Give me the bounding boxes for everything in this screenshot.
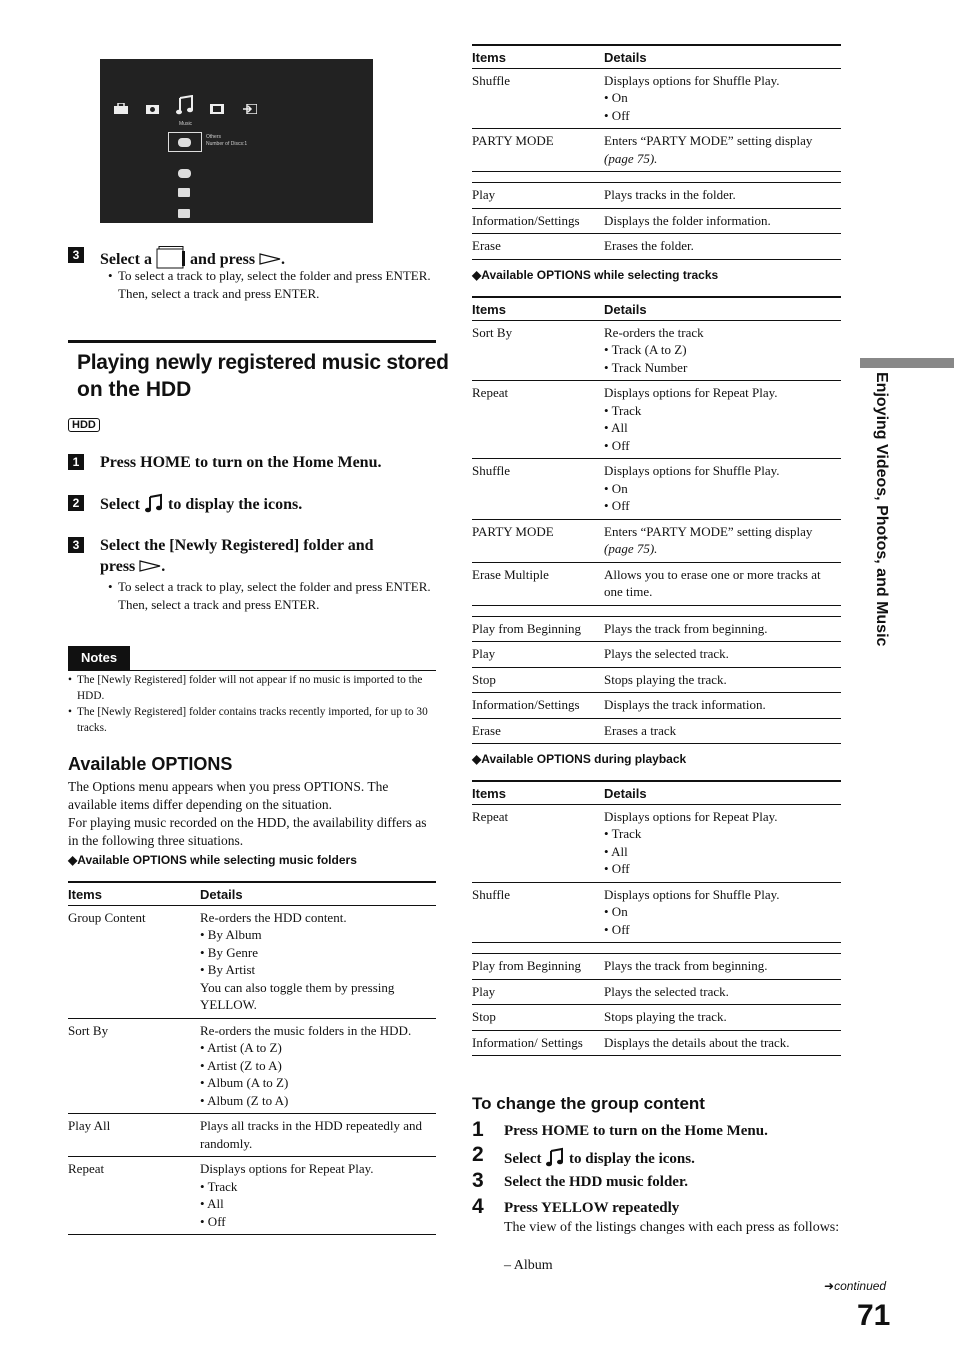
option-item: Erase bbox=[472, 234, 604, 260]
step-bullet-text: To select a track to play, select the folder and press ENTER. bbox=[118, 579, 431, 594]
option-details bbox=[604, 459, 841, 520]
step-bullet: • To select a track to play, select the folder and press ENTER. Then, select a track and press ENTER. bbox=[108, 267, 438, 302]
table-row bbox=[68, 1114, 436, 1157]
note-text: The [Newly Registered] folder will not appear if no music is imported to the HDD. bbox=[77, 674, 423, 702]
table-row bbox=[472, 979, 841, 1005]
option-item: PARTY MODE bbox=[472, 129, 604, 172]
step-number: 3 bbox=[68, 247, 84, 263]
folders-subheading: ◆Available OPTIONS while selecting music folders bbox=[68, 853, 357, 867]
detail-line: • On bbox=[604, 480, 628, 496]
step-bullet-text-2: Then, select a track and press ENTER. bbox=[118, 285, 320, 301]
option-item: Stop bbox=[472, 1005, 604, 1031]
detail-line: • All bbox=[604, 843, 628, 859]
detail-line: Displays options for Repeat Play. bbox=[200, 1161, 374, 1176]
step-number: 2 bbox=[472, 1143, 484, 1166]
step-number: 1 bbox=[472, 1118, 484, 1141]
section-title bbox=[68, 340, 449, 403]
table-row bbox=[472, 693, 841, 719]
detail-line: Stops playing the track. bbox=[604, 1009, 727, 1024]
detail-line: Enters “PARTY MODE” setting display bbox=[604, 523, 813, 539]
table-row bbox=[472, 605, 841, 616]
detail-line: Displays the folder information. bbox=[604, 212, 771, 228]
detail-line: • Off bbox=[604, 107, 630, 123]
detail-line: • By Artist bbox=[200, 962, 256, 977]
detail-line: Allows you to erase one or more tracks at one time. bbox=[604, 566, 821, 599]
option-details bbox=[604, 1030, 841, 1056]
group-change-item: – Album bbox=[504, 1258, 553, 1273]
chapter-tab-label: Enjoying Videos, Photos, and Music bbox=[873, 372, 890, 647]
arrow-right-icon: ➜ bbox=[824, 1279, 835, 1293]
option-item: Play from Beginning bbox=[472, 954, 604, 980]
detail-line: • On bbox=[604, 904, 628, 919]
chapter-tab-marker bbox=[860, 358, 954, 368]
notes-divider bbox=[68, 670, 436, 671]
option-details bbox=[200, 1018, 436, 1114]
detail-line: • Track (A to Z) bbox=[604, 342, 687, 357]
music-menu-screenshot bbox=[100, 59, 373, 223]
step-instruction: Select the HDD music folder. bbox=[504, 1174, 688, 1190]
details-header: Details bbox=[200, 882, 436, 905]
note-item: • The [Newly Registered] folder contains tracks recently imported, for up to 30 tracks. bbox=[68, 706, 428, 734]
camera-icon bbox=[146, 103, 159, 116]
toolbox-icon bbox=[114, 103, 128, 116]
detail-line: Plays the track from beginning. bbox=[604, 958, 768, 973]
table-row bbox=[472, 459, 841, 520]
option-item: Sort By bbox=[68, 1018, 200, 1114]
option-details bbox=[604, 68, 841, 129]
playback-subheading: ◆Available OPTIONS during playback bbox=[472, 752, 687, 766]
option-details bbox=[604, 693, 841, 719]
option-details bbox=[604, 616, 841, 642]
step-text-a: Select bbox=[504, 1151, 542, 1167]
notes-badge: Notes bbox=[68, 646, 130, 670]
detail-line: • Off bbox=[200, 1213, 226, 1229]
detail-line: • Artist (A to Z) bbox=[200, 1040, 282, 1055]
disc-icon bbox=[178, 169, 191, 178]
option-item: Sort By bbox=[472, 320, 604, 381]
option-item: Play bbox=[472, 979, 604, 1005]
step-text-b: and press bbox=[189, 251, 256, 268]
table-row bbox=[68, 1018, 436, 1114]
folder-icon bbox=[178, 188, 190, 197]
option-details bbox=[604, 562, 841, 605]
step-bullet: • To select a track to play, select the folder and press ENTER. Then, select a track and press ENTER. bbox=[108, 578, 438, 613]
option-details bbox=[604, 519, 841, 562]
detail-line: Displays the track information. bbox=[604, 697, 766, 712]
items-header: Items bbox=[68, 882, 200, 905]
option-item: Repeat bbox=[472, 381, 604, 459]
detail-line: Displays options for Repeat Play. bbox=[604, 385, 778, 400]
option-item: Play from Beginning bbox=[472, 616, 604, 642]
detail-line: Re-orders the track bbox=[604, 324, 704, 340]
option-item: Group Content bbox=[68, 905, 200, 1018]
option-item: Play bbox=[472, 642, 604, 668]
option-details bbox=[200, 905, 436, 1018]
continued-text: continued bbox=[834, 1279, 887, 1293]
folders-options-table-continued bbox=[472, 44, 841, 260]
option-item: Play All bbox=[68, 1114, 200, 1157]
option-details bbox=[604, 320, 841, 381]
page-reference: (page 75). bbox=[604, 150, 658, 166]
others-info bbox=[206, 134, 247, 148]
step-instruction: Press HOME to turn on the Home Menu. bbox=[100, 454, 382, 471]
detail-line: Re-orders the music folders in the HDD. bbox=[200, 1022, 412, 1038]
detail-line: Re-orders the HDD content. bbox=[200, 909, 347, 925]
detail-line: Displays options for Shuffle Play. bbox=[604, 463, 780, 478]
detail-line: Plays tracks in the folder. bbox=[604, 187, 736, 202]
option-details bbox=[200, 1157, 436, 1235]
option-details bbox=[604, 804, 841, 882]
music-note-icon bbox=[144, 493, 164, 519]
detail-line: Plays the track from beginning. bbox=[604, 620, 768, 636]
detail-line: • By Album bbox=[200, 927, 262, 942]
option-details bbox=[604, 1005, 841, 1031]
available-options-intro bbox=[68, 778, 438, 850]
option-item: Shuffle bbox=[472, 459, 604, 520]
items-header: Items bbox=[472, 297, 604, 320]
option-item: Shuffle bbox=[472, 882, 604, 943]
step-number: 1 bbox=[68, 454, 84, 470]
detail-line: • All bbox=[200, 1196, 224, 1211]
film-icon bbox=[210, 104, 224, 116]
table-row bbox=[472, 208, 841, 234]
table-row bbox=[472, 882, 841, 943]
step-instruction: Press HOME to turn on the Home Menu. bbox=[504, 1123, 768, 1139]
detail-line: You can also toggle them by pressing YELLOW. bbox=[200, 979, 395, 1012]
page-reference: (page 75). bbox=[604, 541, 658, 556]
option-item: Shuffle bbox=[472, 68, 604, 129]
continued-label bbox=[824, 1279, 886, 1293]
step-number: 4 bbox=[472, 1195, 484, 1218]
note-item: • The [Newly Registered] folder will not appear if no music is imported to the HDD. bbox=[68, 674, 423, 702]
intro-para-1: The Options menu appears when you press OPTIONS. The available items differ depending on the situation. bbox=[68, 779, 389, 812]
group-change-body: The view of the listings changes with each press as follows: bbox=[504, 1220, 840, 1235]
table-row bbox=[472, 381, 841, 459]
table-row bbox=[472, 642, 841, 668]
detail-line: • Off bbox=[604, 437, 630, 453]
music-label: Music bbox=[179, 121, 193, 127]
option-details bbox=[604, 208, 841, 234]
step-instruction: Select the [Newly Registered] folder and press . bbox=[100, 535, 440, 578]
step-text-line1: Select the [Newly Registered] folder and bbox=[100, 537, 374, 554]
detail-line: • Track Number bbox=[604, 359, 688, 375]
table-row bbox=[68, 1157, 436, 1235]
option-details bbox=[604, 882, 841, 943]
option-details bbox=[604, 381, 841, 459]
detail-line: • Track bbox=[604, 826, 642, 841]
step-instruction bbox=[504, 1147, 695, 1173]
table-row bbox=[472, 943, 841, 954]
option-item: Erase Multiple bbox=[472, 562, 604, 605]
table-row bbox=[472, 718, 841, 744]
table-row bbox=[472, 616, 841, 642]
option-details bbox=[200, 1114, 436, 1157]
option-details bbox=[604, 718, 841, 744]
option-item: Play bbox=[472, 183, 604, 209]
detail-line: Displays the details about the track. bbox=[604, 1034, 790, 1050]
step-number: 2 bbox=[68, 495, 84, 511]
option-details bbox=[604, 642, 841, 668]
note-text: The [Newly Registered] folder contains tracks recently imported, for up to 30 tracks. bbox=[77, 706, 428, 734]
step-text-line2: press bbox=[100, 558, 136, 575]
option-details bbox=[604, 129, 841, 172]
step-instruction: Select a and press . bbox=[100, 245, 285, 275]
option-item: Information/Settings bbox=[472, 693, 604, 719]
details-header: Details bbox=[604, 45, 841, 68]
group-change-heading: To change the group content bbox=[472, 1094, 705, 1113]
detail-line: • Artist (Z to A) bbox=[200, 1057, 282, 1073]
folders-options-table bbox=[68, 881, 436, 1235]
table-row bbox=[472, 1005, 841, 1031]
step-number: 3 bbox=[472, 1169, 484, 1192]
tracks-subheading: ◆Available OPTIONS while selecting tracks bbox=[472, 268, 719, 282]
table-row bbox=[472, 183, 841, 209]
table-row bbox=[472, 804, 841, 882]
detail-line: Displays options for Shuffle Play. bbox=[604, 72, 780, 88]
table-row bbox=[472, 68, 841, 129]
option-item: Information/Settings bbox=[472, 208, 604, 234]
detail-line: • Track bbox=[604, 402, 642, 418]
detail-line: Plays the selected track. bbox=[604, 983, 729, 999]
detail-line: • Off bbox=[604, 861, 630, 876]
disc-icon bbox=[178, 138, 191, 147]
step-text-a: Select a bbox=[100, 251, 152, 268]
option-item: PARTY MODE bbox=[472, 519, 604, 562]
others-label: Others bbox=[206, 134, 222, 140]
section-title-line1: Playing newly registered music stored bbox=[77, 351, 449, 374]
option-details bbox=[604, 954, 841, 980]
detail-line: • All bbox=[604, 420, 628, 435]
step-instruction: Press YELLOW repeatedly bbox=[504, 1200, 680, 1216]
discs-label: Number of Discs:1 bbox=[206, 141, 248, 147]
table-row bbox=[68, 905, 436, 1018]
table-row bbox=[472, 562, 841, 605]
detail-line: Plays all tracks in the HDD repeatedly and randomly. bbox=[200, 1118, 423, 1151]
input-icon bbox=[243, 104, 257, 116]
option-item: Information/ Settings bbox=[472, 1030, 604, 1056]
table-row bbox=[472, 954, 841, 980]
step-instruction bbox=[100, 493, 302, 519]
option-item: Stop bbox=[472, 667, 604, 693]
detail-line: Erases a track bbox=[604, 722, 677, 738]
music-note-icon bbox=[545, 1147, 565, 1173]
detail-line: Erases the folder. bbox=[604, 238, 694, 253]
table-row bbox=[472, 519, 841, 562]
option-details bbox=[604, 183, 841, 209]
items-header: Items bbox=[472, 781, 604, 804]
available-options-heading: Available OPTIONS bbox=[68, 754, 233, 774]
detail-line: Displays options for Shuffle Play. bbox=[604, 886, 780, 902]
details-header: Details bbox=[604, 297, 841, 320]
step-bullet-text-2: Then, select a track and press ENTER. bbox=[118, 596, 320, 612]
option-details bbox=[604, 979, 841, 1005]
table-row bbox=[472, 172, 841, 183]
option-item: Repeat bbox=[68, 1157, 200, 1235]
detail-line: • By Genre bbox=[200, 944, 258, 960]
table-row bbox=[472, 129, 841, 172]
option-item: Repeat bbox=[472, 804, 604, 882]
step-text-a: Select bbox=[100, 496, 140, 513]
table-row bbox=[472, 667, 841, 693]
detail-line: Stops playing the track. bbox=[604, 671, 727, 687]
intro-para-2: For playing music recorded on the HDD, the availability differs as in the following three situations. bbox=[68, 815, 427, 848]
tracks-options-table bbox=[472, 296, 841, 744]
items-header: Items bbox=[472, 45, 604, 68]
step-number: 3 bbox=[68, 537, 84, 553]
details-header: Details bbox=[604, 781, 841, 804]
detail-line: • Off bbox=[604, 498, 630, 513]
option-details bbox=[604, 234, 841, 260]
table-row bbox=[472, 234, 841, 260]
music-note-icon bbox=[176, 95, 194, 117]
page-number: 71 bbox=[857, 1299, 891, 1332]
table-row bbox=[472, 1030, 841, 1056]
detail-line: Plays the selected track. bbox=[604, 646, 729, 661]
detail-line: • Track bbox=[200, 1178, 238, 1194]
detail-line: Enters “PARTY MODE” setting display bbox=[604, 133, 813, 148]
detail-line: • Album (Z to A) bbox=[200, 1092, 289, 1108]
detail-line: • Off bbox=[604, 921, 630, 937]
step-text-b: to display the icons. bbox=[568, 1151, 695, 1167]
step-bullet-text: To select a track to play, select the folder and press ENTER. bbox=[118, 268, 431, 283]
step-text-b: to display the icons. bbox=[167, 496, 303, 513]
playback-options-table bbox=[472, 780, 841, 1056]
play-icon bbox=[139, 557, 161, 578]
folder-icon bbox=[178, 209, 190, 218]
option-item: Erase bbox=[472, 718, 604, 744]
detail-line: • On bbox=[604, 90, 628, 105]
table-row bbox=[472, 320, 841, 381]
detail-line: • Album (A to Z) bbox=[200, 1075, 289, 1090]
hdd-badge: HDD bbox=[68, 418, 100, 432]
section-title-line2: on the HDD bbox=[77, 378, 192, 401]
option-details bbox=[604, 667, 841, 693]
detail-line: Displays options for Repeat Play. bbox=[604, 808, 778, 824]
